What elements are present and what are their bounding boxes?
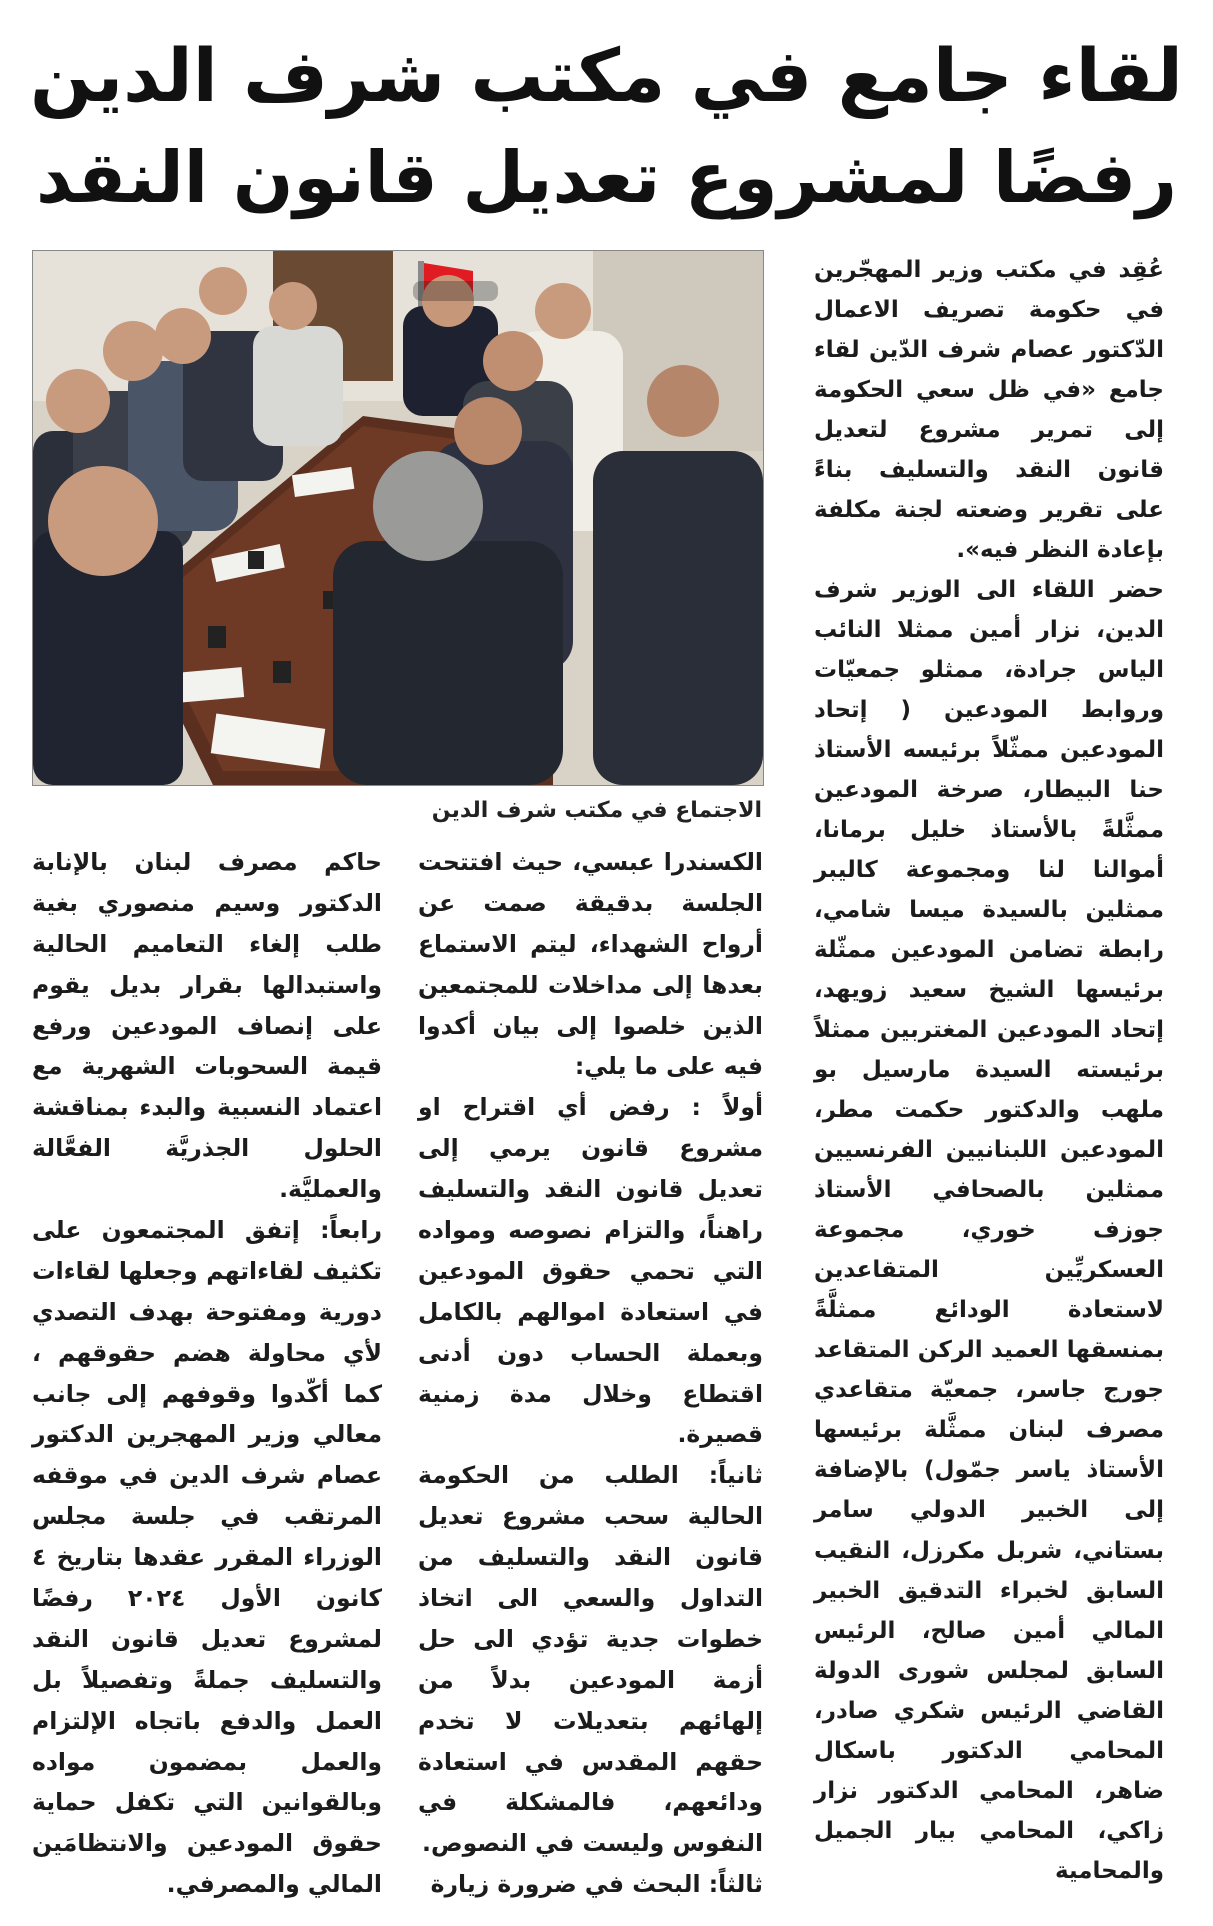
headline-line-2: رفضًا لمشروع تعديل قانون النقد xyxy=(36,136,1177,219)
paragraph: حضر اللقاء الى الوزير شرف الدين، نزار أمين ممثلا النائب الياس جرادة، ممثلو جمعيّات وروابط المودعين ( إتحاد المودعين ممثّلاً برئيسه الأستاذ حنا البيطار، صرخة المودعين ممثَّلةً بالأستاذ خليل برمانا، أموالنا لنا ومجموعة كاليبر ممثلين بالسيدة ميسا شامي، رابطة تضامن المودعين ممثّلة برئيسها الشيخ سعيد زويهد، إتحاد المودعين المغتربين ممثلاً برئيسته السيدة مارسيل بو ملهب والدكتور حكمت مطر، المودعين اللبنانيين الفرنسيين ممثلين بالصحافي الأستاذ جوزف خوري، مجموعة العسكريِّين المتقاعدين لاستعادة الودائع ممثلَّةً بمنسقها العميد الركن المتقاعد جورج جاسر، جمعيّة متقاعدي مصرف لبنان ممثَّلة برئيسها الأستاذ ياسر جمّول) بالإضافة إلى الخبير الدولي سامر بستاني، شربل مكرزل، النقيب السابق لخبراء التدقيق الخبير المالي أمين صالح، الرئيس السابق لمجلس شورى الدولة القاضي الرئيس شكري صادر، المحامي الدكتور باسكال ضاهر، المحامي الدكتور نزار زاكي، المحامي بيار الجميل والمحامية xyxy=(814,577,1164,1884)
article-column-right xyxy=(814,250,1164,1891)
photo-caption: الاجتماع في مكتب شرف الدين xyxy=(431,798,762,823)
paragraph: الكسندرا عبسي، حيث افتتحت الجلسة بدقيقة صمت عن أرواح الشهداء، ليتم الاستماع بعدها إلى مداخلات للمجتمعين الذين خلصوا إلى بيان أكدوا فيه على ما يلي: xyxy=(418,848,763,1081)
headline-line-1: لقاء جامع في مكتب شرف الدين xyxy=(30,34,1183,119)
paragraph: أولاً : رفض أي اقتراح او مشروع قانون يرمي إلى تعديل قانون النقد والتسليف راهناً، والتزام نصوصه ومواده التي تحمي حقوق المودعين في استعادة اموالهم بالكامل وبعملة الحساب دون أدنى اقتطاع وخلال مدة زمنية قصيرة. xyxy=(418,1093,763,1449)
paragraph: رابعاً: إتفق المجتمعون على تكثيف لقاءاتهم وجعلها لقاءات دورية ومفتوحة بهدف التصدي لأي محاولة هضم حقوقهم ، كما أكّدوا وقوفهم إلى جانب معالي وزير المهجرين الدكتور عصام شرف الدين في موقفه المرتقب في جلسة مجلس الوزراء المقرر عقدها بتاريخ ٤ كانون الأول ٢٠٢٤ رفضًا لمشروع تعديل قانون النقد والتسليف جملةً وتفصيلاً بل العمل والدفع باتجاه الإلتزام والعمل بمضمون مواده وبالقوانين التي تكفل حماية حقوق المودعين والانتظامَين المالي والمصرفي. xyxy=(32,1216,382,1899)
meeting-photo xyxy=(32,250,764,786)
article-column-left xyxy=(32,842,382,1905)
article-column-middle xyxy=(418,842,763,1905)
paragraph: عُقِد في مكتب وزير المهجّرين في حكومة تصريف الاعمال الدّكتور عصام شرف الدّين لقاء جامع «في ظل سعي الحكومة إلى تمرير مشروع لتعديل قانون النقد والتسليف بناءً على تقرير وضعته لجنة مكلفة بإعادة النظر فيه». xyxy=(814,257,1164,564)
paragraph: ثالثاً: البحث في ضرورة زيارة xyxy=(430,1870,763,1899)
meeting-photo-illustration xyxy=(33,251,763,785)
paragraph: حاكم مصرف لبنان بالإنابة الدكتور وسيم منصوري بغية طلب إلغاء التعاميم الحالية واستبدالها بقرار بديل يقوم على إنصاف المودعين ورفع قيمة السحوبات الشهرية مع اعتماد النسبية والبدء بمناقشة الحلول الجذريَّة الفعَّالة والعمليَّة. xyxy=(32,848,382,1204)
paragraph: ثانياً: الطلب من الحكومة الحالية سحب مشروع تعديل قانون النقد والتسليف من التداول والسعي الى اتخاذ خطوات جدية تؤدي الى حل أزمة المودعين بدلاً من إلهائهم بتعديلات لا تخدم حقهم المقدس في استعادة ودائعهم، فالمشكلة في النفوس وليست في النصوص. xyxy=(418,1461,763,1858)
